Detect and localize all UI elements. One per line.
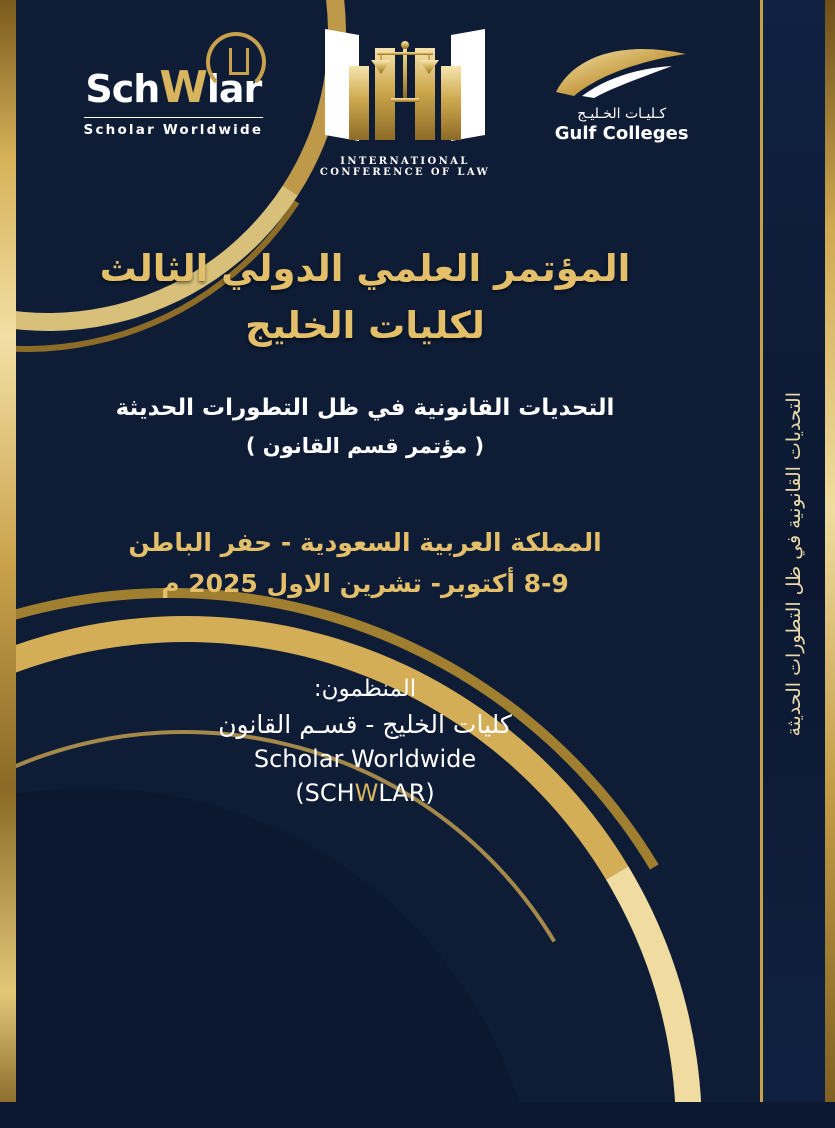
schwlar-wordmark-w: W (159, 62, 207, 113)
conference-subtitle: التحديات القانونية في ظل التطورات الحديثة (115, 394, 615, 421)
organizer-item-3 (40, 779, 690, 807)
gulf-colleges-english-name: Gulf Colleges (554, 123, 689, 144)
conference-location: المملكة العربية السعودية - حفر الباطن (128, 527, 602, 557)
organizer-abbr-w: W (354, 778, 379, 807)
schwlar-emblem-icon (206, 32, 266, 92)
schwlar-tagline: Scholar Worldwide (84, 117, 264, 138)
gold-border-right (825, 0, 835, 1128)
pillars-icon (345, 28, 465, 140)
side-banner-label: التحديات القانونية في ظل التطورات الحديثة (783, 391, 805, 737)
gulf-colleges-arabic-name: كـليـات الخـليـج (577, 106, 667, 122)
organizers-label: المنظمون: (313, 675, 417, 702)
gulf-swoosh-icon (552, 46, 692, 100)
pillar-4-icon (441, 66, 461, 140)
conference-title-line-2: لكليات الخليج (245, 304, 485, 348)
organizer-abbr-part1: (SCH (295, 778, 355, 807)
organizer-abbr-part2: LAR) (378, 778, 435, 807)
scales-of-justice-icon (367, 40, 443, 104)
schwlar-wordmark-part2: lar (206, 67, 262, 111)
schwlar-wordmark-part1: Sch (85, 67, 160, 111)
side-banner-panel (760, 0, 825, 1128)
poster-content (0, 240, 760, 807)
logo-row (0, 28, 760, 208)
organizer-item-1: كليات الخليج - قسـم القانون (218, 709, 512, 739)
schwlar-logo (68, 28, 278, 138)
organizer-item-2: Scholar Worldwide (253, 744, 477, 773)
conference-title-line-1: المؤتمر العلمي الدولي الثالث (99, 247, 631, 290)
conference-subtitle-parenthetical: ( مؤتمر قسم القانون ) (245, 433, 485, 458)
gulf-colleges-logo (532, 28, 712, 144)
pillar-1-icon (349, 66, 369, 140)
conference-emblem-caption: INTERNATIONAL CONFERENCE OF LAW (319, 156, 491, 178)
conference-emblem (295, 28, 515, 178)
conference-date: 8-9 أكتوبر- تشرين الاول 2025 م (161, 568, 569, 598)
decorative-bottom-bar (0, 1102, 835, 1128)
